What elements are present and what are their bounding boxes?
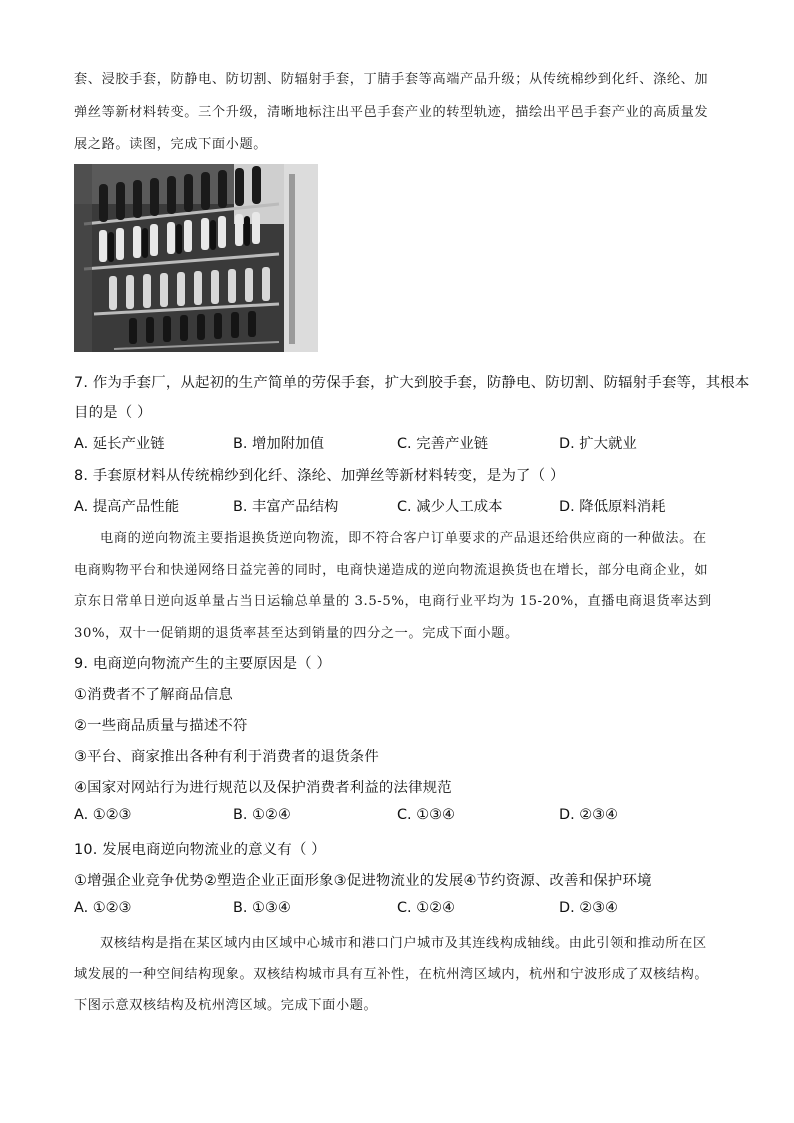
q7-option-c[interactable]: C. 完善产业链 — [397, 436, 489, 452]
passage3-line-1: 双核结构是指在某区域内由区域中心城市和港口门户城市及其连线构成轴线。由此引领和推动所在区 — [100, 936, 707, 951]
passage2-line-2: 电商购物平台和快递网络日益完善的同时，电商快递造成的逆向物流退换货也在增长，部分电商企业，如 — [74, 563, 709, 578]
q9-item-1: ①消费者不了解商品信息 — [74, 687, 234, 703]
q9-option-d[interactable]: D. ②③④ — [559, 807, 618, 823]
q7-option-a[interactable]: A. 延长产业链 — [74, 436, 165, 452]
q9-item-4: ④国家对网站行为进行规范以及保护消费者利益的法律规范 — [74, 780, 452, 796]
q8-option-c[interactable]: C. 减少人工成本 — [397, 499, 503, 515]
passage3-line-3: 下图示意双核结构及杭州湾区域。完成下面小题。 — [74, 998, 378, 1013]
q9-item-3: ③平台、商家推出各种有利于消费者的退货条件 — [74, 749, 379, 765]
passage2-line-4: 30%，双十一促销期的退货率甚至达到销量的四分之一。完成下面小题。 — [74, 626, 519, 641]
q8-option-b[interactable]: B. 丰富产品结构 — [233, 499, 339, 515]
q9-option-c[interactable]: C. ①③④ — [397, 807, 455, 823]
glove-factory-photo — [74, 164, 318, 352]
intro-line-2: 弹丝等新材料转变。三个升级，清晰地标注出平邑手套产业的转型轨迹，描绘出平邑手套产业的高质量发 — [74, 105, 709, 120]
q9-option-a[interactable]: A. ①②③ — [74, 807, 132, 823]
intro-line-1: 套、浸胶手套，防静电、防切割、防辐射手套，丁腈手套等高端产品升级；从传统棉纱到化纤、涤纶、加 — [74, 72, 709, 87]
q10-option-b[interactable]: B. ①③④ — [233, 900, 291, 916]
q10-stem: 10. 发展电商逆向物流业的意义有（ ） — [74, 842, 326, 858]
intro-line-3: 展之路。读图，完成下面小题。 — [74, 137, 268, 152]
q7-option-b[interactable]: B. 增加附加值 — [233, 436, 324, 452]
q9-item-2: ②一些商品质量与描述不符 — [74, 718, 248, 734]
passage2-line-1: 电商的逆向物流主要指退换货逆向物流，即不符合客户订单要求的产品退还给供应商的一种做法。在 — [100, 531, 707, 546]
q8-option-a[interactable]: A. 提高产品性能 — [74, 499, 180, 515]
q9-option-b[interactable]: B. ①②④ — [233, 807, 291, 823]
q10-option-a[interactable]: A. ①②③ — [74, 900, 132, 916]
q7-stem-line-1: 7. 作为手套厂，从起初的生产简单的劳保手套，扩大到胶手套，防静电、防切割、防辐射手套等，其根本 — [74, 375, 750, 391]
q10-items: ①增强企业竞争优势②塑造企业正面形象③促进物流业的发展④节约资源、改善和保护环境 — [74, 873, 652, 889]
q8-stem: 8. 手套原材料从传统棉纱到化纤、涤纶、加弹丝等新材料转变，是为了（ ） — [74, 468, 565, 484]
passage2-line-3: 京东日常单日逆向返单量占当日运输总单量的 3.5-5%，电商行业平均为 15-20%，直播电商退货率达到 — [74, 594, 712, 609]
q8-option-d[interactable]: D. 降低原料消耗 — [559, 499, 666, 515]
passage3-line-2: 域发展的一种空间结构现象。双核结构城市具有互补性，在杭州湾区域内，杭州和宁波形成了双核结构。 — [74, 967, 709, 982]
q9-stem: 9. 电商逆向物流产生的主要原因是（ ） — [74, 656, 332, 672]
q10-option-c[interactable]: C. ①②④ — [397, 900, 455, 916]
q7-stem-line-2: 目的是（ ） — [74, 405, 152, 421]
q10-option-d[interactable]: D. ②③④ — [559, 900, 618, 916]
q7-option-d[interactable]: D. 扩大就业 — [559, 436, 637, 452]
